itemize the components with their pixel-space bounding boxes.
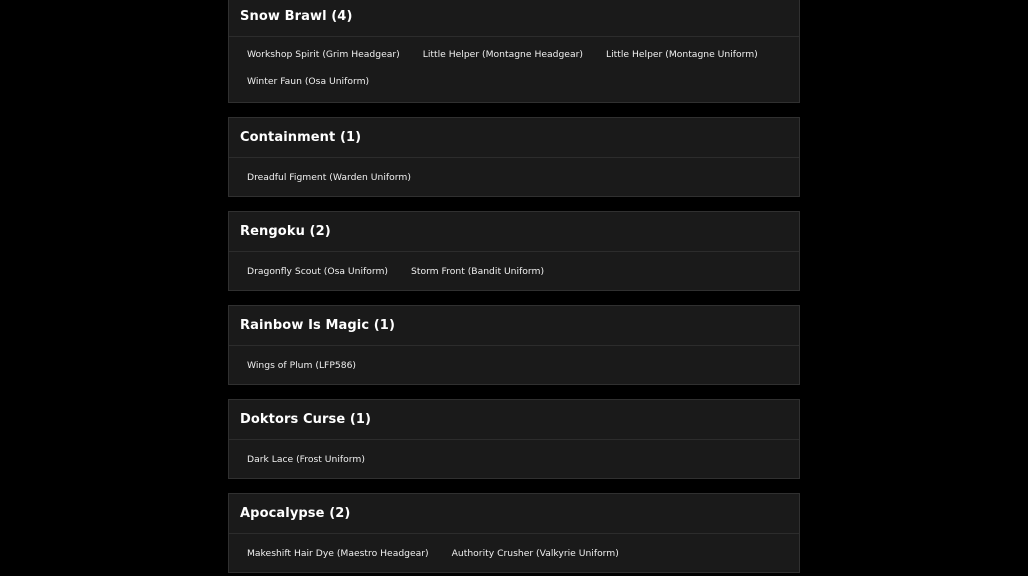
event-items [229,346,799,384]
event-items [229,252,799,290]
skin-item[interactable]: Authority Crusher (Valkyrie Uniform) [451,548,619,559]
event-items [229,440,799,478]
skin-item[interactable]: Winter Faun (Osa Uniform) [247,76,370,87]
skin-item[interactable]: Storm Front (Bandit Uniform) [411,266,545,277]
event-card-apocalypse [228,493,800,573]
event-title: Snow Brawl (4) [240,9,353,24]
event-title: Rainbow Is Magic (1) [240,318,395,333]
event-title: Rengoku (2) [240,224,331,239]
event-card-header [229,0,799,37]
skin-item[interactable]: Workshop Spirit (Grim Headgear) [247,49,400,60]
skin-item[interactable]: Little Helper (Montagne Headgear) [422,49,583,60]
event-list [228,0,800,576]
skin-item[interactable]: Little Helper (Montagne Uniform) [605,49,758,60]
event-card-rengoku [228,211,800,291]
event-card-snow-brawl [228,0,800,103]
event-title: Doktors Curse (1) [240,412,372,427]
event-items [229,158,799,196]
skin-item[interactable]: Dark Lace (Frost Uniform) [247,454,365,465]
event-card-containment [228,117,800,197]
event-card-header [229,494,799,534]
event-items [229,534,799,572]
event-title: Containment (1) [240,130,362,145]
event-card-header [229,306,799,346]
skin-item[interactable]: Wings of Plum (LFP586) [247,360,357,371]
skin-item[interactable]: Dragonfly Scout (Osa Uniform) [247,266,389,277]
event-card-rainbow-is-magic [228,305,800,385]
event-title: Apocalypse (2) [240,506,351,521]
event-card-doktors-curse [228,399,800,479]
event-card-header [229,118,799,158]
skin-item[interactable]: Makeshift Hair Dye (Maestro Headgear) [247,548,429,559]
skin-item[interactable]: Dreadful Figment (Warden Uniform) [247,172,411,183]
event-card-header [229,212,799,252]
event-items [229,37,799,100]
event-card-header [229,400,799,440]
